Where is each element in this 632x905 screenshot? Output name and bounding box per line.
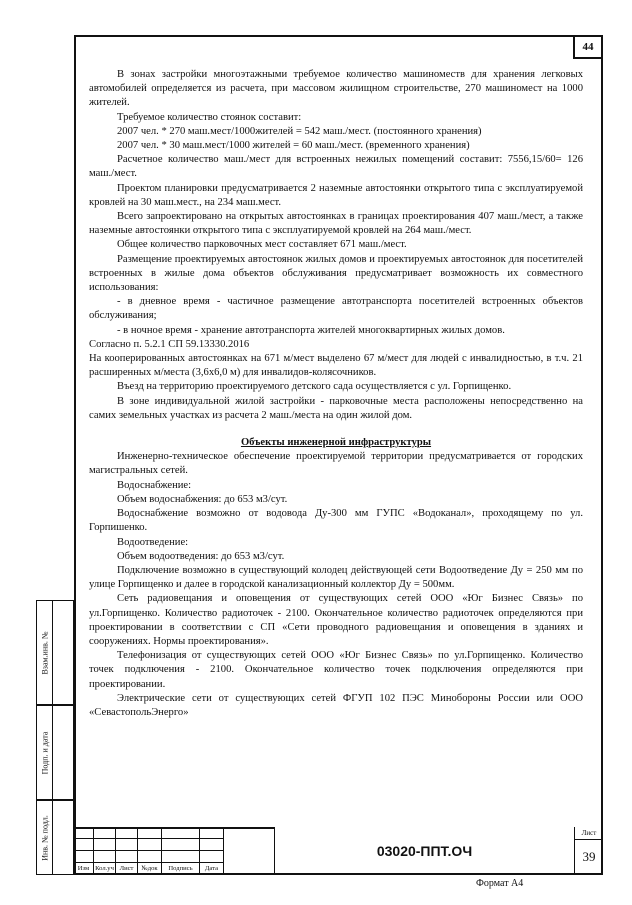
title-block: [74, 827, 603, 875]
section-title: Объекты инженерной инфраструктуры: [240, 437, 432, 449]
paragraph: Общее количество парковочных мест составляет 671 маш./мест.: [117, 239, 407, 251]
col-header-podpis: Подпись: [162, 863, 200, 875]
paragraph: В зоне индивидуальной жилой застройки - парковочные места расположены непосредственно на самих земельных участках из расчета 2 маш./места на один жилой дом.: [89, 395, 583, 421]
sheet-cell: [574, 827, 603, 875]
paragraph: Электрические сети от существующих сетей ФГУП 102 ПЭС Минобороны России или ООО «СевастопольЭнерго»: [89, 692, 583, 718]
paragraph: Инженерно-техническое обеспечение проектируемой территории предусматривается от городских магистральных сетей.: [89, 451, 583, 477]
paragraph: Расчетное количество маш./мест для встроенных нежилых помещений составит: 7556,15/60= 126 маш./мест.: [89, 154, 583, 180]
paragraph: Сеть радиовещания и оповещения от существующих сетей ООО «Юг Бизнес Связь» по ул.Горпищенко. Количество радиоточек - 2100. Окончательное количество радиоточек определяются при проектировании в соответствии с СП «Сети проводного радиовещания и оповещения в зданиях и сооружениях. Нормы проектирования».: [89, 593, 583, 647]
side-label-replacement: Взам.инв. №: [40, 630, 49, 675]
paragraph: Подключение возможно в существующий колодец действующей сети Водоотведение Ду = 250 мм по улице Горпищенко и далее в городской канализационный коллектор Ду = 500мм.: [89, 564, 583, 591]
side-label-original: Инв. № подл.: [40, 814, 49, 861]
sheet-label: Лист: [575, 827, 603, 840]
paragraph: Водоснабжение возможно от водовода Ду-300 мм ГУПС «Водоканал», проходящему по ул. Горпишенко.: [89, 508, 583, 534]
paragraph: Объем водоотведения: до 653 м3/сут.: [117, 550, 285, 562]
paragraph: Согласно п. 5.2.1 СП 59.13330.2016: [89, 338, 250, 350]
paragraph: - в ночное время - хранение автотранспорта жителей многоквартирных жилых домов.: [117, 324, 505, 336]
document-body: [89, 68, 583, 720]
col-header-list: Лист: [116, 863, 138, 875]
paragraph: Объем водоснабжения: до 653 м3/сут.: [117, 493, 288, 505]
page-number-box: 44: [573, 35, 603, 59]
revision-grid: [74, 827, 274, 875]
paragraph: Всего запроектировано на открытых автостоянках в границах проектирования 407 маш./мест, а также наземные автостоянки открытого типа с эксплуатируемой кровлей на 264 маш./мест.: [89, 211, 583, 237]
side-label-signature: Подп. и дата: [40, 731, 49, 774]
sheet-number: 39: [582, 849, 596, 864]
col-header-data: Дата: [200, 863, 224, 875]
side-stamp-signature: [36, 705, 74, 800]
paragraph: В зонах застройки многоэтажными требуемое количество машиноместв для хранения легковых автомобилей определяется из расчета, при массовом жилищном строительстве, 270 машиномест на 1000 жителей.: [89, 69, 583, 109]
col-header-ndok: №док: [138, 863, 162, 875]
paragraph: Водоотведение:: [117, 536, 189, 548]
paragraph: Размещение проектируемых автостоянок жилых домов и проектируемых автостоянок для посетителей встроенных в жилые дома объектов обслуживания предусматривает возможность их совместного использования:: [89, 253, 583, 294]
paragraphs-block-1: [89, 68, 583, 423]
paragraph: На кооперированных автостоянках на 671 м/мест выделено 67 м/мест для людей с инвалидностью, в т.ч. 21 расширенных м/места (3,6х6,0 м) для инвалидов-колясочников.: [89, 353, 583, 379]
paragraph: Телефонизация от существующих сетей ООО «Юг Бизнес Связь» по ул.Горпищенко. Количество точек подключения - 2100. Окончательное количество точек подключения определяются при проектировании.: [89, 650, 583, 690]
paragraph: 2007 чел. * 30 маш.мест/1000 жителей = 60 маш./мест. (временного хранения): [117, 140, 470, 152]
paragraph: Требуемое количество стоянок составит:: [117, 111, 302, 123]
paragraph: 2007 чел. * 270 маш.мест/1000жителей = 542 маш./мест. (постоянного хранения): [117, 125, 482, 137]
paragraph: Водоснабжение:: [117, 479, 192, 491]
paragraph: - в дневное время - частичное размещение автотранспорта посетителей встроенных объектов обслуживания;: [89, 296, 583, 322]
paragraphs-block-2: [89, 450, 583, 720]
col-header-koluch: Кол.уч: [94, 863, 116, 875]
col-header-izm: Изм: [74, 863, 94, 875]
side-stamp-replacement: [36, 600, 74, 705]
paragraph: Въезд на территорию проектируемого детского сада осуществляется с ул. Горпищенко.: [117, 381, 512, 393]
paragraph: Проектом планировки предусматривается 2 наземные автостоянки открытого типа с эксплуатируемой кровлей на 30 маш.мест., на 234 маш.мест.: [89, 182, 583, 208]
side-stamp-original: [36, 800, 74, 875]
format-label: Формат А4: [476, 878, 524, 889]
document-code: 03020-ППТ.ОЧ: [274, 827, 574, 875]
